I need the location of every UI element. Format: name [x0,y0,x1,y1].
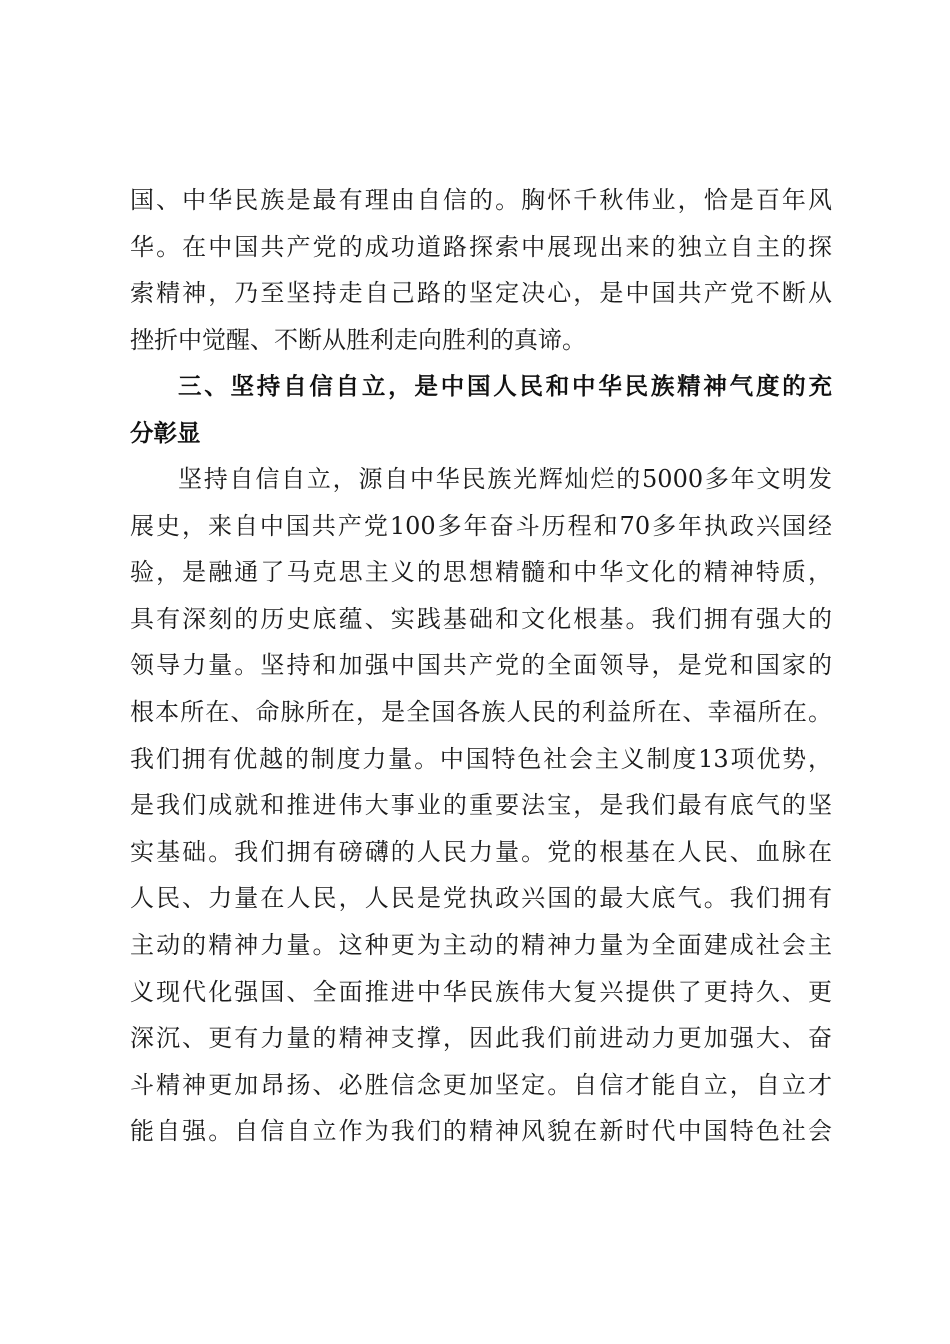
paragraph-line: 深沉、更有力量的精神支撑，因此我们前进动力更加强大、奋 [130,1024,832,1053]
paragraph-line: 具有深刻的历史底蕴、实践基础和文化根基。我们拥有强大的 [130,604,832,633]
section-heading [130,363,832,456]
paragraph-line: 领导力量。坚持和加强中国共产党的全面领导，是党和国家的 [130,651,832,680]
paragraph-line: 我们拥有优越的制度力量。中国特色社会主义制度13项优势， [130,744,832,773]
paragraph-line: 根本所在、命脉所在，是全国各族人民的利益所在、幸福所在。 [130,697,832,726]
paragraph-line: 展史，来自中国共产党100多年奋斗历程和70多年执政兴国经 [130,511,832,540]
paragraph-line: 国、中华民族是最有理由自信的。胸怀千秋伟业，恰是百年风 [130,186,832,214]
paragraph-line: 实基础。我们拥有磅礴的人民力量。党的根基在人民、血脉在 [130,837,832,866]
continued-paragraph [130,177,832,363]
heading-line: 三、坚持自信自立，是中国人民和中华民族精神气度的充 [178,372,832,400]
body-paragraph [130,456,832,1155]
paragraph-line: 索精神，乃至坚持走自己路的坚定决心，是中国共产党不断从 [130,279,832,308]
heading-line: 分彰显 [130,418,201,447]
paragraph-line: 坚持自信自立，源自中华民族光辉灿烂的5000多年文明发 [178,465,832,493]
paragraph-line: 义现代化强国、全面推进中华民族伟大复兴提供了更持久、更 [130,977,832,1006]
paragraph-line: 能自强。自信自立作为我们的精神风貌在新时代中国特色社会 [130,1117,832,1146]
paragraph-line: 验，是融通了马克思主义的思想精髓和中华文化的精神特质， [130,558,832,587]
paragraph-line: 挫折中觉醒、不断从胜利走向胜利的真谛。 [130,325,586,354]
paragraph-line: 斗精神更加昂扬、必胜信念更加坚定。自信才能自立，自立才 [130,1070,832,1099]
paragraph-line: 华。在中国共产党的成功道路探索中展现出来的独立自主的探 [130,232,832,261]
paragraph-line: 人民、力量在人民，人民是党执政兴国的最大底气。我们拥有 [130,884,832,913]
paragraph-line: 是我们成就和推进伟大事业的重要法宝，是我们最有底气的坚 [130,791,832,820]
paragraph-line: 主动的精神力量。这种更为主动的精神力量为全面建成社会主 [130,930,832,959]
